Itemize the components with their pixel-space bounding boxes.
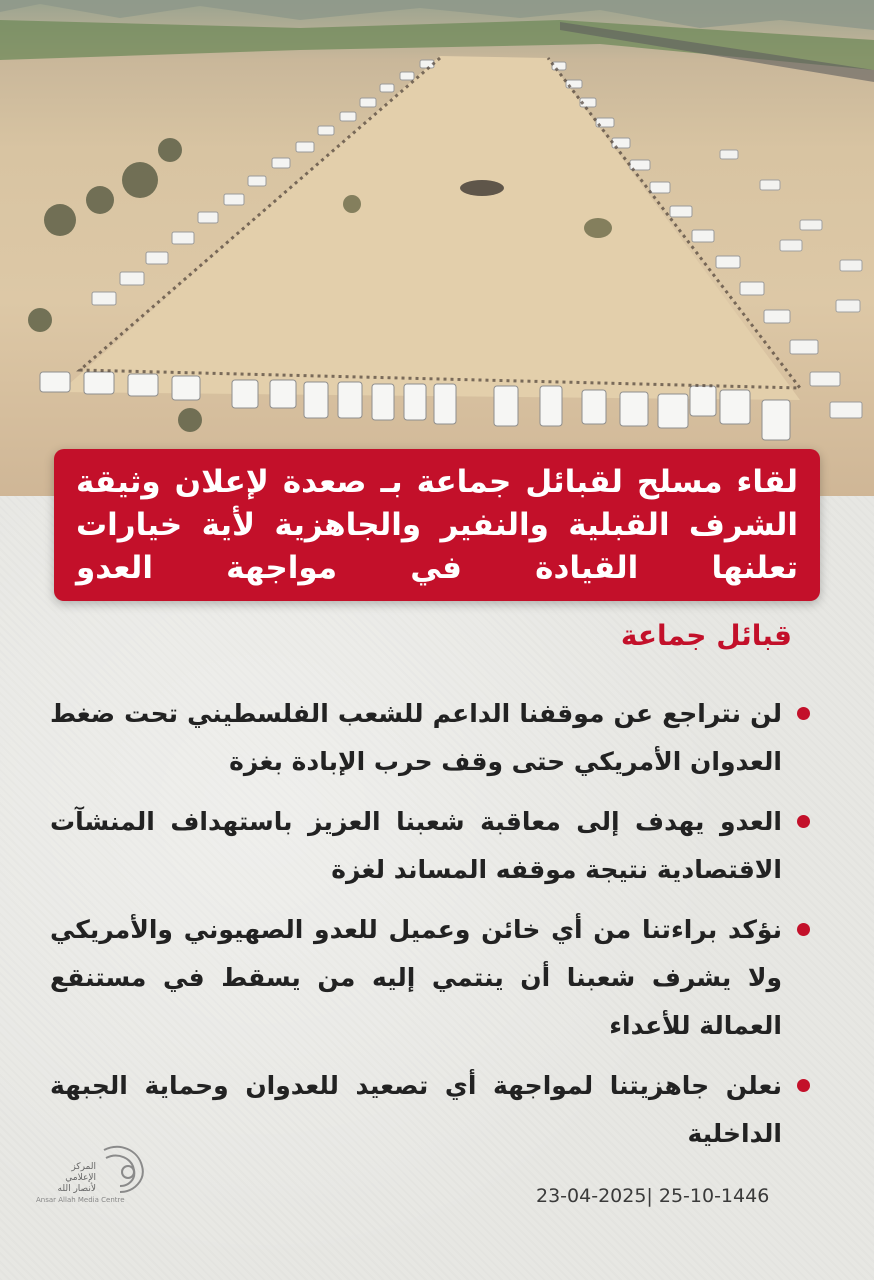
aerial-gathering-illustration xyxy=(0,0,874,500)
section-title: قبائل جماعة xyxy=(620,619,792,652)
statement-text: العدو يهدف إلى معاقبة شعبنا العزيز باستهداف المنشآت الاقتصادية نتيجة موقفه المساند لغزة xyxy=(50,807,782,884)
statement-list xyxy=(50,690,810,1170)
statement-item xyxy=(50,690,810,786)
bullet-icon xyxy=(797,707,810,720)
statement-text: نعلن جاهزيتنا لمواجهة أي تصعيد للعدوان وحماية الجبهة الداخلية xyxy=(50,1071,782,1148)
bullet-icon xyxy=(797,1079,810,1092)
headline-banner xyxy=(54,449,820,601)
statement-item xyxy=(50,906,810,1050)
statement-text: لن نتراجع عن موقفنا الداعم للشعب الفلسطيني تحت ضغط العدوان الأمريكي حتى وقف حرب الإبادة بغزة xyxy=(50,699,782,776)
logo-english-text: Ansar Allah Media Centre xyxy=(36,1196,125,1204)
headline-line: لقاء مسلح لقبائل جماعة بـ صعدة لإعلان وثيقة xyxy=(76,464,798,500)
statement-item xyxy=(50,1062,810,1158)
statement-item xyxy=(50,798,810,894)
logo-arabic-text: المركز الإعلامي لأنصار الله xyxy=(57,1162,96,1194)
statement-text: نؤكد براءتنا من أي خائن وعميل للعدو الصهيوني والأمريكي ولا يشرف شعبنا أن ينتمي إليه من يسقط في مستنقع العمالة للأعداء xyxy=(50,915,782,1040)
bullet-icon xyxy=(797,923,810,936)
publish-date: 23-04-2025| 25-10-1446 xyxy=(536,1185,770,1207)
headline-line: الشرف القبلية والنفير والجاهزية لأية خيارات xyxy=(76,507,798,543)
headline-line: تعلنها القيادة في مواجهة العدو xyxy=(76,550,798,586)
bullet-icon xyxy=(797,815,810,828)
hero-photo xyxy=(0,0,874,500)
